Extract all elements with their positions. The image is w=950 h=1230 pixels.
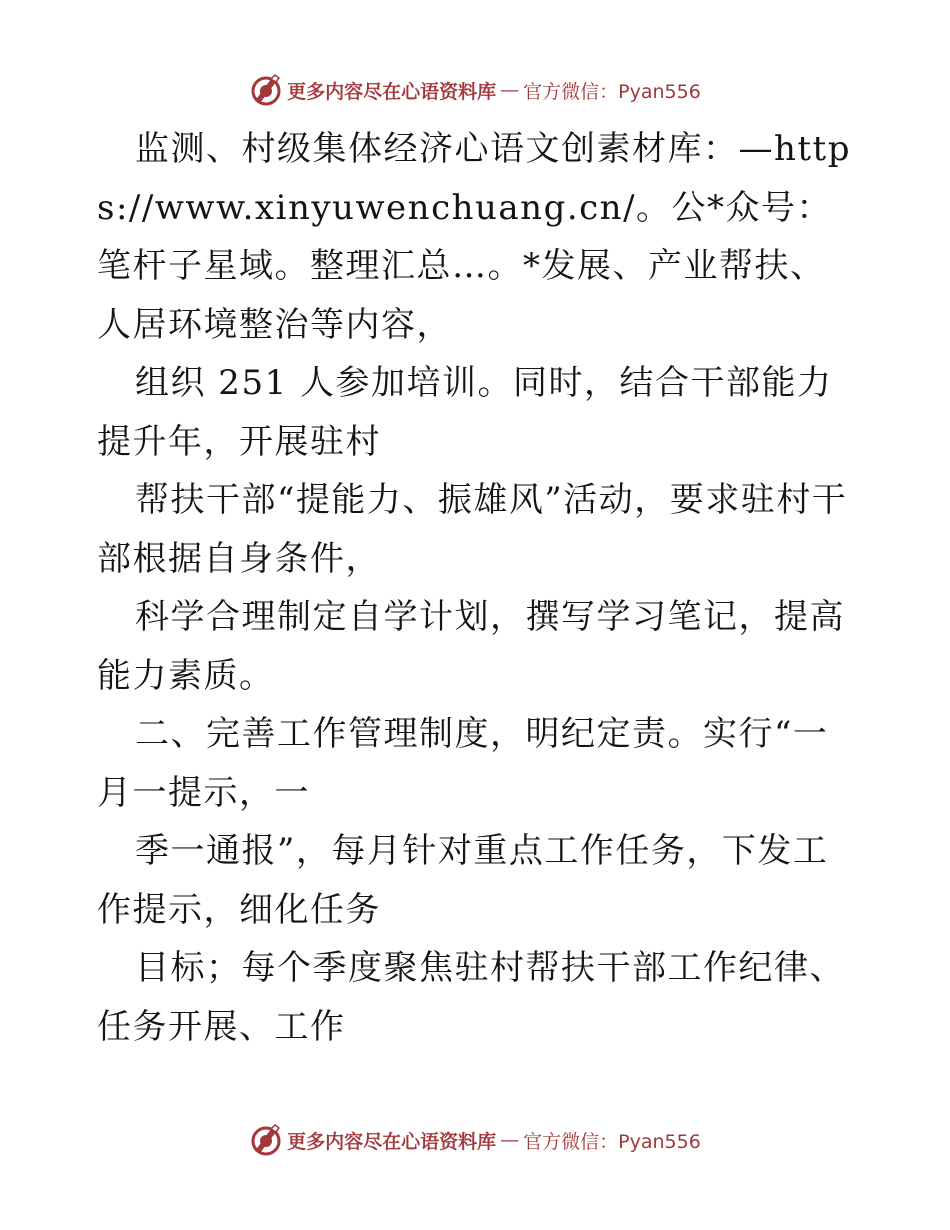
footer-banner — [0, 1120, 950, 1160]
header-banner-content — [249, 73, 701, 107]
header-banner-dash: — — [500, 79, 520, 101]
paragraph-6: 季一通报”，每月针对重点工作任务，下发工作提示，细化任务 — [97, 831, 829, 930]
paragraph-1: 监测、村级集体经济心语文创素材库：—https://www.xinyuwenchuang.cn/。公*众号：笔杆子星域。整理汇总…。*发展、产业帮扶、人居环境整治等内容， — [97, 129, 851, 345]
paragraph-4: 科学合理制定自学计划，撰写学习笔记，提高能力素质。 — [97, 597, 845, 696]
pen-circle-logo-icon — [249, 1123, 283, 1157]
paragraph-3: 帮扶干部“提能力、振雄风”活动，要求驻村干部根据自身条件， — [97, 480, 848, 579]
paragraph-2: 组织 251 人参加培训。同时，结合干部能力提升年，开展驻村 — [97, 363, 833, 462]
header-banner-contact: 官方微信：Pyan556 — [523, 80, 701, 103]
header-banner-text: 更多内容尽在心语资料库 — [287, 80, 497, 103]
paragraph-5: 二、完善工作管理制度，明纪定责。实行“一月一提示，一 — [97, 714, 829, 813]
paragraph-7: 目标；每个季度聚焦驻村帮扶干部工作纪律、任务开展、工作 — [97, 948, 845, 1047]
pen-circle-logo-icon — [249, 73, 283, 107]
header-banner — [0, 70, 950, 110]
footer-banner-content — [249, 1123, 701, 1157]
footer-banner-contact: 官方微信：Pyan556 — [523, 1130, 701, 1153]
document-body — [97, 120, 857, 1056]
footer-banner-dash: — — [500, 1129, 520, 1151]
footer-banner-text: 更多内容尽在心语资料库 — [287, 1130, 497, 1153]
